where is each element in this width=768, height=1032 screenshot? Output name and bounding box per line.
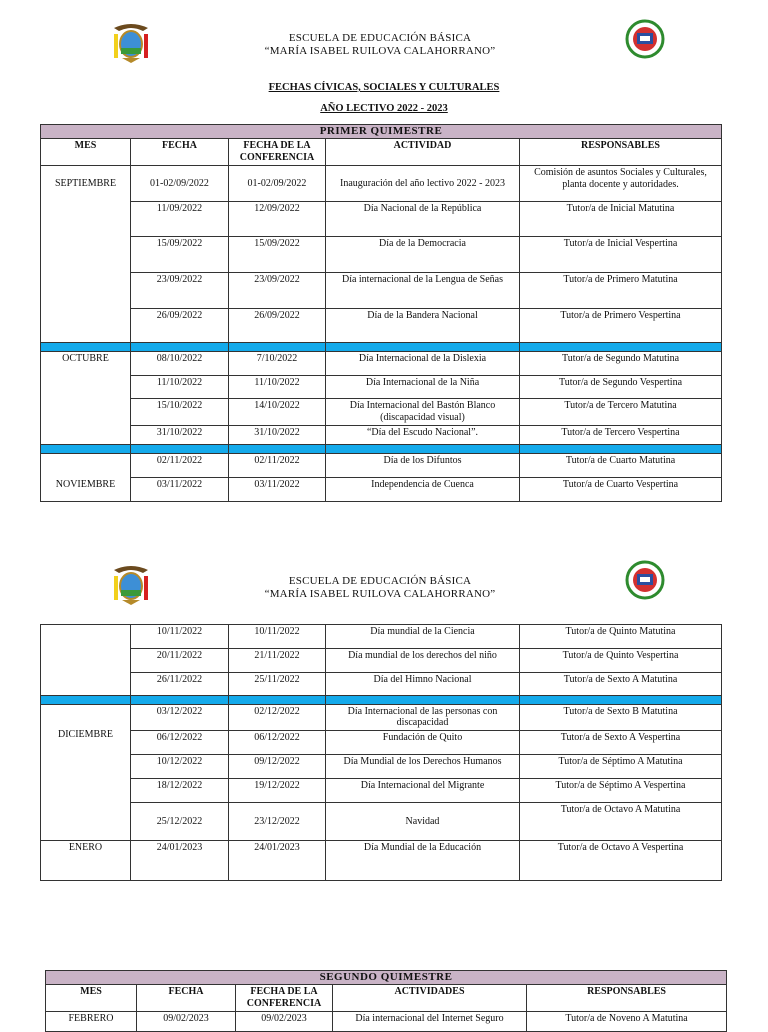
table-row: [41, 237, 722, 273]
activity-cell: Día Nacional de la República: [326, 202, 520, 237]
month-cell: SEPTIEMBRE: [41, 166, 131, 343]
responsible-cell: Tutor/a de Sexto A Vespertina: [520, 731, 722, 755]
school-emblem-icon: [625, 560, 665, 600]
month-cell: ENERO: [41, 841, 131, 881]
header-fecha: FECHA: [137, 985, 236, 1012]
date-cell: 11/10/2022: [131, 376, 229, 399]
responsible-cell: Tutor/a de Quinto Vespertina: [520, 649, 722, 673]
activity-cell: Inauguración del año lectivo 2022 - 2023: [326, 166, 520, 202]
date-cell: 15/09/2022: [131, 237, 229, 273]
table-row: [41, 705, 722, 731]
header-responsables: RESPONSABLES: [527, 985, 727, 1012]
header-responsables: RESPONSABLES: [520, 139, 722, 166]
school-name-line2: “MARÍA ISABEL RUILOVA CALAHORRANO”: [264, 588, 496, 600]
school-emblem-icon: [625, 19, 665, 59]
activity-cell: Día Internacional del Migrante: [326, 779, 520, 803]
conference-date-cell: 02/12/2022: [229, 705, 326, 731]
ecuador-coat-of-arms-icon: [110, 562, 152, 606]
school-name-line1: ESCUELA DE EDUCACIÓN BÁSICA: [288, 32, 472, 44]
responsible-cell: Tutor/a de Inicial Vespertina: [520, 237, 722, 273]
activity-cell: Día mundial de los derechos del niño: [326, 649, 520, 673]
responsible-cell: Tutor/a de Quinto Matutina: [520, 625, 722, 649]
responsible-cell: Comisión de asuntos Sociales y Culturales, planta docente y autoridades.: [520, 166, 722, 202]
conference-date-cell: 19/12/2022: [229, 779, 326, 803]
date-cell: 08/10/2022: [131, 352, 229, 376]
table-row: [41, 399, 722, 426]
conference-date-cell: 23/09/2022: [229, 273, 326, 309]
conference-date-cell: 25/11/2022: [229, 673, 326, 696]
table-row: [41, 779, 722, 803]
responsible-cell: Tutor/a de Sexto A Matutina: [520, 673, 722, 696]
responsible-cell: Tutor/a de Séptimo A Matutina: [520, 755, 722, 779]
activity-cell: Día Internacional del Bastón Blanco (discapacidad visual): [326, 399, 520, 426]
date-cell: 26/11/2022: [131, 673, 229, 696]
responsible-cell: Tutor/a de Cuarto Vespertina: [520, 478, 722, 502]
date-cell: 20/11/2022: [131, 649, 229, 673]
date-cell: 03/11/2022: [131, 478, 229, 502]
activity-cell: Día Internacional de la Dislexia: [326, 352, 520, 376]
responsible-cell: Tutor/a de Primero Vespertina: [520, 309, 722, 343]
ecuador-coat-of-arms-icon: [110, 20, 152, 64]
date-cell: 09/02/2023: [137, 1012, 236, 1032]
responsible-cell: Tutor/a de Sexto B Matutina: [520, 705, 722, 731]
header-actividades: ACTIVIDADES: [333, 985, 527, 1012]
responsible-cell: Tutor/a de Noveno A Matutina: [527, 1012, 727, 1032]
month-cell: NOVIEMBRE: [41, 454, 131, 502]
header-actividad: ACTIVIDAD: [326, 139, 520, 166]
continuation-table: [40, 624, 722, 881]
month-cell: FEBRERO: [46, 1012, 137, 1032]
activity-cell: Día internacional de la Lengua de Señas: [326, 273, 520, 309]
responsible-cell: Tutor/a de Segundo Vespertina: [520, 376, 722, 399]
date-cell: 31/10/2022: [131, 426, 229, 445]
table-row: [41, 673, 722, 696]
table-row: [41, 649, 722, 673]
table-row: [41, 755, 722, 779]
table-row: [41, 202, 722, 237]
conference-date-cell: 02/11/2022: [229, 454, 326, 478]
table-row: [41, 376, 722, 399]
responsible-cell: Tutor/a de Segundo Matutina: [520, 352, 722, 376]
conference-date-cell: 24/01/2023: [229, 841, 326, 881]
table-row: [41, 803, 722, 841]
activity-cell: Día de la Bandera Nacional: [326, 309, 520, 343]
responsible-cell: Tutor/a de Inicial Matutina: [520, 202, 722, 237]
date-cell: 01-02/09/2022: [131, 166, 229, 202]
date-cell: 15/10/2022: [131, 399, 229, 426]
responsible-cell: Tutor/a de Tercero Vespertina: [520, 426, 722, 445]
activity-cell: Día del Himno Nacional: [326, 673, 520, 696]
month-separator: [41, 343, 722, 352]
conference-date-cell: 26/09/2022: [229, 309, 326, 343]
conference-date-cell: 06/12/2022: [229, 731, 326, 755]
activity-cell: Navidad: [326, 803, 520, 841]
activity-cell: Día Mundial de los Derechos Humanos: [326, 755, 520, 779]
quimestre-title: PRIMER QUIMESTRE: [41, 125, 722, 139]
table-row: [46, 1012, 727, 1032]
header-mes: MES: [41, 139, 131, 166]
conference-date-cell: 09/12/2022: [229, 755, 326, 779]
conference-date-cell: 03/11/2022: [229, 478, 326, 502]
header-fecha-conferencia: FECHA DE LA CONFERENCIA: [229, 139, 326, 166]
primer-quimestre-table: [40, 124, 722, 502]
conference-date-cell: 21/11/2022: [229, 649, 326, 673]
activity-cell: Día de la Democracia: [326, 237, 520, 273]
school-name-line2: “MARÍA ISABEL RUILOVA CALAHORRANO”: [264, 45, 496, 57]
responsible-cell: Tutor/a de Primero Matutina: [520, 273, 722, 309]
date-cell: 06/12/2022: [131, 731, 229, 755]
conference-date-cell: 11/10/2022: [229, 376, 326, 399]
conference-date-cell: 31/10/2022: [229, 426, 326, 445]
responsible-cell: Tutor/a de Octavo A Vespertina: [520, 841, 722, 881]
school-year: AÑO LECTIVO 2022 - 2023: [320, 103, 448, 114]
responsible-cell: Tutor/a de Octavo A Matutina: [520, 803, 722, 841]
conference-date-cell: 01-02/09/2022: [229, 166, 326, 202]
activity-cell: Día mundial de la Ciencia: [326, 625, 520, 649]
table-row: [41, 478, 722, 502]
activity-cell: Día Internacional de la Niña: [326, 376, 520, 399]
activity-cell: Día Mundial de la Educación: [326, 841, 520, 881]
date-cell: 03/12/2022: [131, 705, 229, 731]
table-row: [41, 454, 722, 478]
month-separator: [41, 445, 722, 454]
table-row: [41, 731, 722, 755]
table-row: [41, 426, 722, 445]
conference-date-cell: 15/09/2022: [229, 237, 326, 273]
date-cell: 26/09/2022: [131, 309, 229, 343]
conference-date-cell: 12/09/2022: [229, 202, 326, 237]
month-cell: DICIEMBRE: [41, 705, 131, 841]
date-cell: 18/12/2022: [131, 779, 229, 803]
header-mes: MES: [46, 985, 137, 1012]
activity-cell: Día Internacional de las personas con discapacidad: [326, 705, 520, 731]
document-title: FECHAS CÍVICAS, SOCIALES Y CULTURALES: [268, 82, 500, 93]
header-fecha-conferencia: FECHA DE LA CONFERENCIA: [236, 985, 333, 1012]
table-row: [41, 352, 722, 376]
responsible-cell: Tutor/a de Cuarto Matutina: [520, 454, 722, 478]
activity-cell: Día de los Difuntos: [326, 454, 520, 478]
date-cell: 02/11/2022: [131, 454, 229, 478]
month-separator: [41, 696, 722, 705]
date-cell: 10/11/2022: [131, 625, 229, 649]
activity-cell: “Día del Escudo Nacional”.: [326, 426, 520, 445]
date-cell: 11/09/2022: [131, 202, 229, 237]
conference-date-cell: 23/12/2022: [229, 803, 326, 841]
table-row: [41, 273, 722, 309]
responsible-cell: Tutor/a de Séptimo A Vespertina: [520, 779, 722, 803]
conference-date-cell: 7/10/2022: [229, 352, 326, 376]
segundo-quimestre-table: [45, 970, 727, 1032]
header-fecha: FECHA: [131, 139, 229, 166]
conference-date-cell: 14/10/2022: [229, 399, 326, 426]
date-cell: 10/12/2022: [131, 755, 229, 779]
table-row: [41, 166, 722, 202]
activity-cell: Fundación de Quito: [326, 731, 520, 755]
month-cell: OCTUBRE: [41, 352, 131, 445]
quimestre-title: SEGUNDO QUIMESTRE: [46, 971, 727, 985]
table-row: [41, 625, 722, 649]
date-cell: 25/12/2022: [131, 803, 229, 841]
conference-date-cell: 09/02/2023: [236, 1012, 333, 1032]
responsible-cell: Tutor/a de Tercero Matutina: [520, 399, 722, 426]
table-row: [41, 841, 722, 881]
school-name-line1: ESCUELA DE EDUCACIÓN BÁSICA: [288, 575, 472, 587]
conference-date-cell: 10/11/2022: [229, 625, 326, 649]
table-row: [41, 309, 722, 343]
date-cell: 24/01/2023: [131, 841, 229, 881]
activity-cell: Día internacional del Internet Seguro: [333, 1012, 527, 1032]
date-cell: 23/09/2022: [131, 273, 229, 309]
activity-cell: Independencia de Cuenca: [326, 478, 520, 502]
